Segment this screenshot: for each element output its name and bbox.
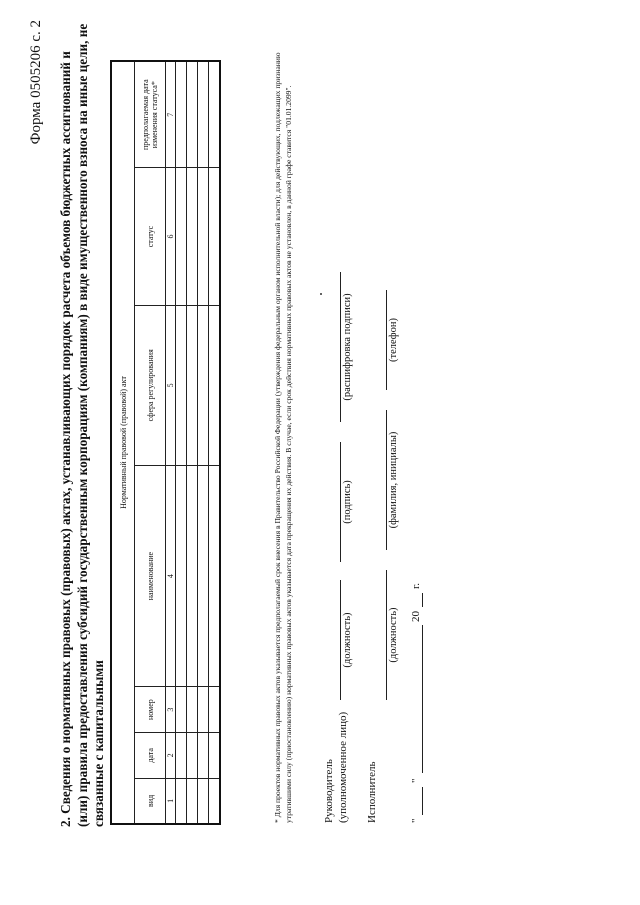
col-num-2: 2 <box>166 732 176 778</box>
col-header-number: номер <box>135 687 166 733</box>
table-cell[interactable] <box>176 778 187 824</box>
col-num-1: 1 <box>166 778 176 824</box>
table-cell[interactable] <box>209 687 221 733</box>
date-year-prefix: 20 <box>410 611 422 622</box>
footnote: * Для проектов нормативных правовых актов указывается предполагаемый срок внесения в Правительство Российской Федерации (утверждения федеральным органом исполнительной власти); для действующих, подлежащих признанию утратившими силу (приостановлению) нормативных правовых актов указывается дата прекращения их действия. В случае, если срок действия нормативных правовых актов не установлен, в данной графе ставится "01.01.2099". <box>273 52 293 823</box>
col-num-4: 4 <box>166 465 176 686</box>
head-signature-line[interactable] <box>340 442 341 562</box>
date-open-quote: " <box>410 818 422 823</box>
date-month-line[interactable] <box>422 625 423 773</box>
table-cell[interactable] <box>187 168 198 305</box>
table-cell[interactable] <box>187 61 198 168</box>
table-cell[interactable] <box>198 305 209 465</box>
executor-label: Исполнитель <box>366 761 378 823</box>
table-cell[interactable] <box>209 61 221 168</box>
head-signature-caption: (подпись) <box>342 480 353 524</box>
table-cell[interactable] <box>209 732 221 778</box>
date-year-suffix: г. <box>410 582 422 589</box>
form-code: Форма 0505206 с. 2 <box>28 20 44 145</box>
table-cell[interactable] <box>198 687 209 733</box>
head-sublabel: (уполномоченное лицо) <box>337 711 349 823</box>
head-decoding-line[interactable] <box>340 272 341 422</box>
date-year-line[interactable] <box>422 593 423 607</box>
group-header: Нормативный правовой (правовой) акт <box>111 61 135 824</box>
table-cell[interactable] <box>176 61 187 168</box>
head-position-caption: (должность) <box>342 612 353 668</box>
table-cell[interactable] <box>176 687 187 733</box>
col-num-6: 6 <box>166 168 176 305</box>
executor-name-line[interactable] <box>386 410 387 550</box>
column-numbers <box>166 61 176 824</box>
head-label: Руководитель <box>323 759 335 823</box>
table-row <box>176 61 187 824</box>
col-num-7: 7 <box>166 61 176 168</box>
table-cell[interactable] <box>198 732 209 778</box>
speck <box>320 293 322 295</box>
table-cell[interactable] <box>209 778 221 824</box>
date-close-quote: " <box>410 778 422 783</box>
column-headers <box>135 61 166 824</box>
table-cell[interactable] <box>209 305 221 465</box>
normative-acts-table <box>110 60 221 825</box>
col-header-scope: сфера регулирования <box>135 305 166 465</box>
table-cell[interactable] <box>176 732 187 778</box>
executor-name-caption: (фамилия, инициалы) <box>388 431 399 529</box>
executor-position-line[interactable] <box>386 570 387 700</box>
col-num-5: 5 <box>166 305 176 465</box>
section-title: 2. Сведения о нормативных правовых (правовых) актах, устанавливающих порядок расчета объемов бюджетных ассигнований и (или) правила предоставления субсидий государственным корпорациям (компаниям) в виде имущественного взноса на иные цели, не связанные с капитальными <box>58 23 106 827</box>
date-day-line[interactable] <box>422 787 423 815</box>
table-cell[interactable] <box>187 732 198 778</box>
col-header-status-change-date: предполагаемая дата изменения статуса* <box>135 61 166 168</box>
col-header-date: дата <box>135 732 166 778</box>
table-cell[interactable] <box>209 465 221 686</box>
table-cell[interactable] <box>198 778 209 824</box>
executor-phone-line[interactable] <box>386 290 387 390</box>
col-num-3: 3 <box>166 687 176 733</box>
executor-phone-caption: (телефон) <box>388 318 399 362</box>
table-cell[interactable] <box>209 168 221 305</box>
col-header-type: вид <box>135 778 166 824</box>
table-cell[interactable] <box>198 168 209 305</box>
head-position-line[interactable] <box>340 580 341 700</box>
table-cell[interactable] <box>187 465 198 686</box>
table-row <box>198 61 209 824</box>
table-row <box>187 61 198 824</box>
table-cell[interactable] <box>187 778 198 824</box>
table-cell[interactable] <box>198 61 209 168</box>
table-cell[interactable] <box>187 687 198 733</box>
table-cell[interactable] <box>176 465 187 686</box>
form-page <box>20 10 620 895</box>
table-row <box>209 61 221 824</box>
head-decoding-caption: (расшифровка подписи) <box>342 293 353 401</box>
executor-position-caption: (должность) <box>388 607 399 663</box>
table-cell[interactable] <box>198 465 209 686</box>
col-header-name: наименование <box>135 465 166 686</box>
table-cell[interactable] <box>187 305 198 465</box>
col-header-status: статус <box>135 168 166 305</box>
table-cell[interactable] <box>176 305 187 465</box>
table-cell[interactable] <box>176 168 187 305</box>
